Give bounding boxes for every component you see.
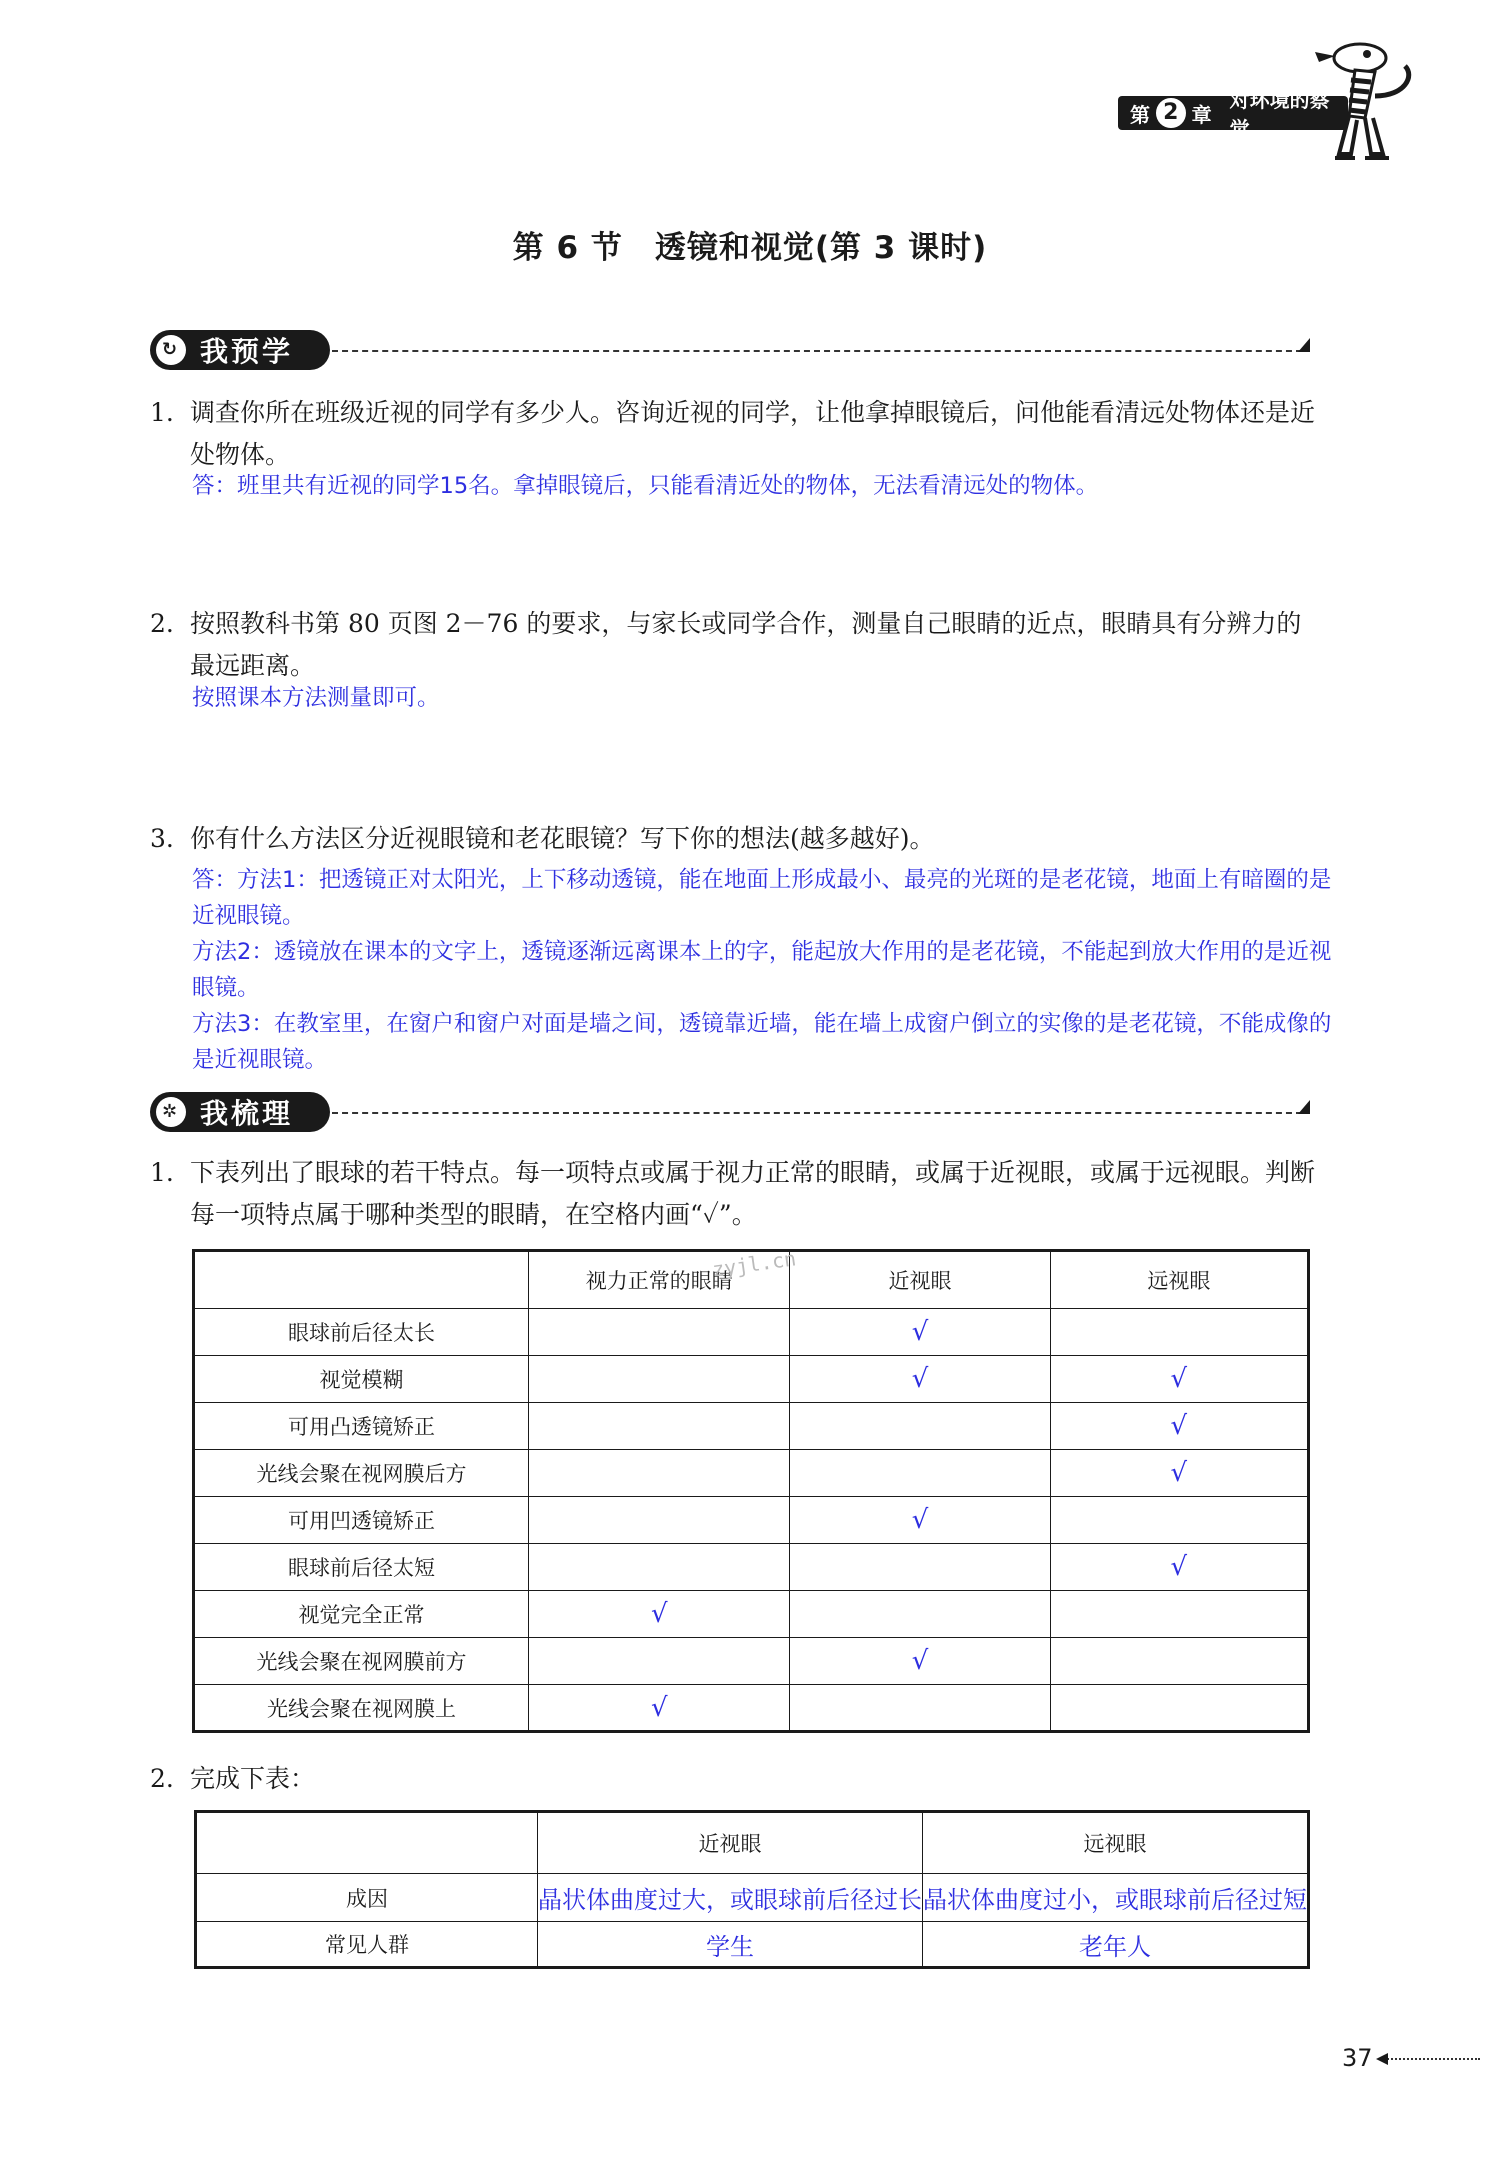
check-cell[interactable]: √ [529,1591,790,1638]
check-cell[interactable]: √ [1050,1450,1308,1497]
chapter-number: 2 [1156,98,1186,128]
answer-cell[interactable]: 学生 [538,1922,923,1968]
check-cell[interactable] [529,1450,790,1497]
check-cell[interactable]: √ [790,1638,1050,1685]
table-header-row [196,1812,1309,1874]
dashed-divider [332,350,1302,352]
section-header-review [150,1092,1310,1136]
page-title: 第 6 节 透镜和视觉(第 3 课时) [512,230,988,266]
table-row [194,1591,1309,1638]
check-cell[interactable] [529,1497,790,1544]
section-header-preview [150,330,1310,374]
answer-2 [192,680,1352,716]
check-cell[interactable] [1050,1685,1308,1732]
answer-cell[interactable]: 晶状体曲度过小，或眼球前后径过短 [923,1874,1309,1922]
network-icon: ✲ [156,1097,186,1127]
header-cell: 远视眼 [1050,1251,1308,1309]
feature-cell: 光线会聚在视网膜前方 [194,1638,529,1685]
question-2 [150,603,1320,687]
corner-triangle-icon [1298,338,1310,352]
header-cell [194,1251,529,1309]
page-arrow-icon [1380,2058,1480,2060]
table-row [194,1685,1309,1732]
question-number: 3. [150,824,174,853]
myopia-hyperopia-table [194,1810,1310,1969]
feature-cell: 眼球前后径太短 [194,1544,529,1591]
question-text: 完成下表： [190,1764,316,1793]
question-text: 下表列出了眼球的若干特点。每一项特点或属于视力正常的眼睛，或属于近视眼，或属于远视眼。判断每一项特点属于哪种类型的眼睛，在空格内画“✓”。 [190,1158,1316,1229]
feature-cell: 视觉完全正常 [194,1591,529,1638]
question-number: 2. [150,1764,174,1793]
check-cell[interactable] [529,1638,790,1685]
check-cell[interactable] [529,1356,790,1403]
check-cell[interactable] [790,1591,1050,1638]
check-cell[interactable] [790,1403,1050,1450]
answer-1 [192,468,1352,504]
answer-cell[interactable]: 晶状体曲度过大，或眼球前后径过长 [538,1874,923,1922]
eye-features-table [192,1249,1310,1733]
check-cell[interactable] [529,1544,790,1591]
feature-cell: 光线会聚在视网膜后方 [194,1450,529,1497]
feature-cell: 眼球前后径太长 [194,1309,529,1356]
review-question-2 [150,1758,1320,1800]
check-cell[interactable] [529,1403,790,1450]
answer-line: 答：方法1：把透镜正对太阳光，上下移动透镜，能在地面上形成最小、最亮的光斑的是老花镜，地面上有暗圈的是近视眼镜。 [192,867,1332,929]
question-number: 1. [150,398,174,427]
feature-cell: 可用凹透镜矫正 [194,1497,529,1544]
feature-cell: 光线会聚在视网膜上 [194,1685,529,1732]
table-row [194,1450,1309,1497]
review-question-1 [150,1152,1320,1236]
answer-line: 方法3：在教室里，在窗户和窗户对面是墙之间，透镜靠近墙，能在墙上成窗户倒立的实像的是老花镜，不能成像的是近视眼镜。 [192,1011,1332,1073]
table-row [196,1874,1309,1922]
feature-cell: 可用凸透镜矫正 [194,1403,529,1450]
check-cell[interactable] [1050,1309,1308,1356]
check-cell[interactable]: √ [790,1497,1050,1544]
check-cell[interactable]: √ [1050,1356,1308,1403]
table-row [194,1309,1309,1356]
check-cell[interactable]: √ [790,1309,1050,1356]
section-title: 我预学 [200,335,294,368]
chapter-title: 对环境的察觉 [1229,88,1330,141]
watermark: zyjl.cn [710,1246,798,1282]
answer-line: 方法2：透镜放在课本的文字上，透镜逐渐远离课本上的字，能起放大作用的是老花镜，不能起到放大作用的是近视眼镜。 [192,939,1332,1001]
check-cell[interactable] [790,1544,1050,1591]
row-label-cell: 成因 [196,1874,538,1922]
check-cell[interactable] [1050,1591,1308,1638]
page-number: 37 [1342,2044,1373,2072]
check-cell[interactable]: √ [1050,1403,1308,1450]
chapter-suffix: 章 [1191,102,1212,127]
section-title: 我梳理 [200,1097,294,1130]
table-row [194,1356,1309,1403]
check-cell[interactable] [790,1685,1050,1732]
table-row [196,1922,1309,1968]
corner-triangle-icon [1298,1100,1310,1114]
question-text: 按照教科书第 80 页图 2－76 的要求，与家长或同学合作，测量自己眼睛的近点，眼睛具有分辨力的最远距离。 [190,609,1302,680]
question-text: 你有什么方法区分近视眼镜和老花眼镜？写下你的想法(越多越好)。 [190,824,935,853]
chapter-badge [1118,88,1348,141]
check-cell[interactable] [1050,1497,1308,1544]
question-number: 1. [150,1158,174,1187]
feature-cell: 视觉模糊 [194,1356,529,1403]
header-cell [196,1812,538,1874]
check-cell[interactable] [529,1309,790,1356]
table-row [194,1638,1309,1685]
table-row [194,1544,1309,1591]
row-label-cell: 常见人群 [196,1922,538,1968]
answer-cell[interactable]: 老年人 [923,1922,1309,1968]
dashed-divider [332,1112,1302,1114]
answer-line: 答：班里共有近视的同学15名。拿掉眼镜后，只能看清近处的物体，无法看清远处的物体。 [192,473,1099,499]
question-3 [150,818,1320,860]
header-cell: 视力正常的眼睛 [529,1251,790,1309]
check-cell[interactable] [790,1450,1050,1497]
check-cell[interactable] [1050,1638,1308,1685]
section-pill [150,1092,330,1132]
answer-3 [192,862,1352,1078]
table-row [194,1497,1309,1544]
header-cell: 近视眼 [538,1812,923,1874]
question-1 [150,392,1320,476]
question-number: 2. [150,609,174,638]
section-pill [150,330,330,370]
check-cell[interactable]: √ [1050,1544,1308,1591]
refresh-icon: ↻ [156,335,186,365]
check-cell[interactable]: √ [790,1356,1050,1403]
answer-line: 按照课本方法测量即可。 [192,685,440,711]
header-cell: 远视眼 [923,1812,1309,1874]
question-text: 调查你所在班级近视的同学有多少人。咨询近视的同学，让他拿掉眼镜后，问他能看清远处物体还是近处物体。 [190,398,1316,469]
chapter-prefix: 第 [1130,102,1150,127]
table-row [194,1403,1309,1450]
header-cell: 近视眼 [790,1251,1050,1309]
check-cell[interactable]: √ [529,1685,790,1732]
